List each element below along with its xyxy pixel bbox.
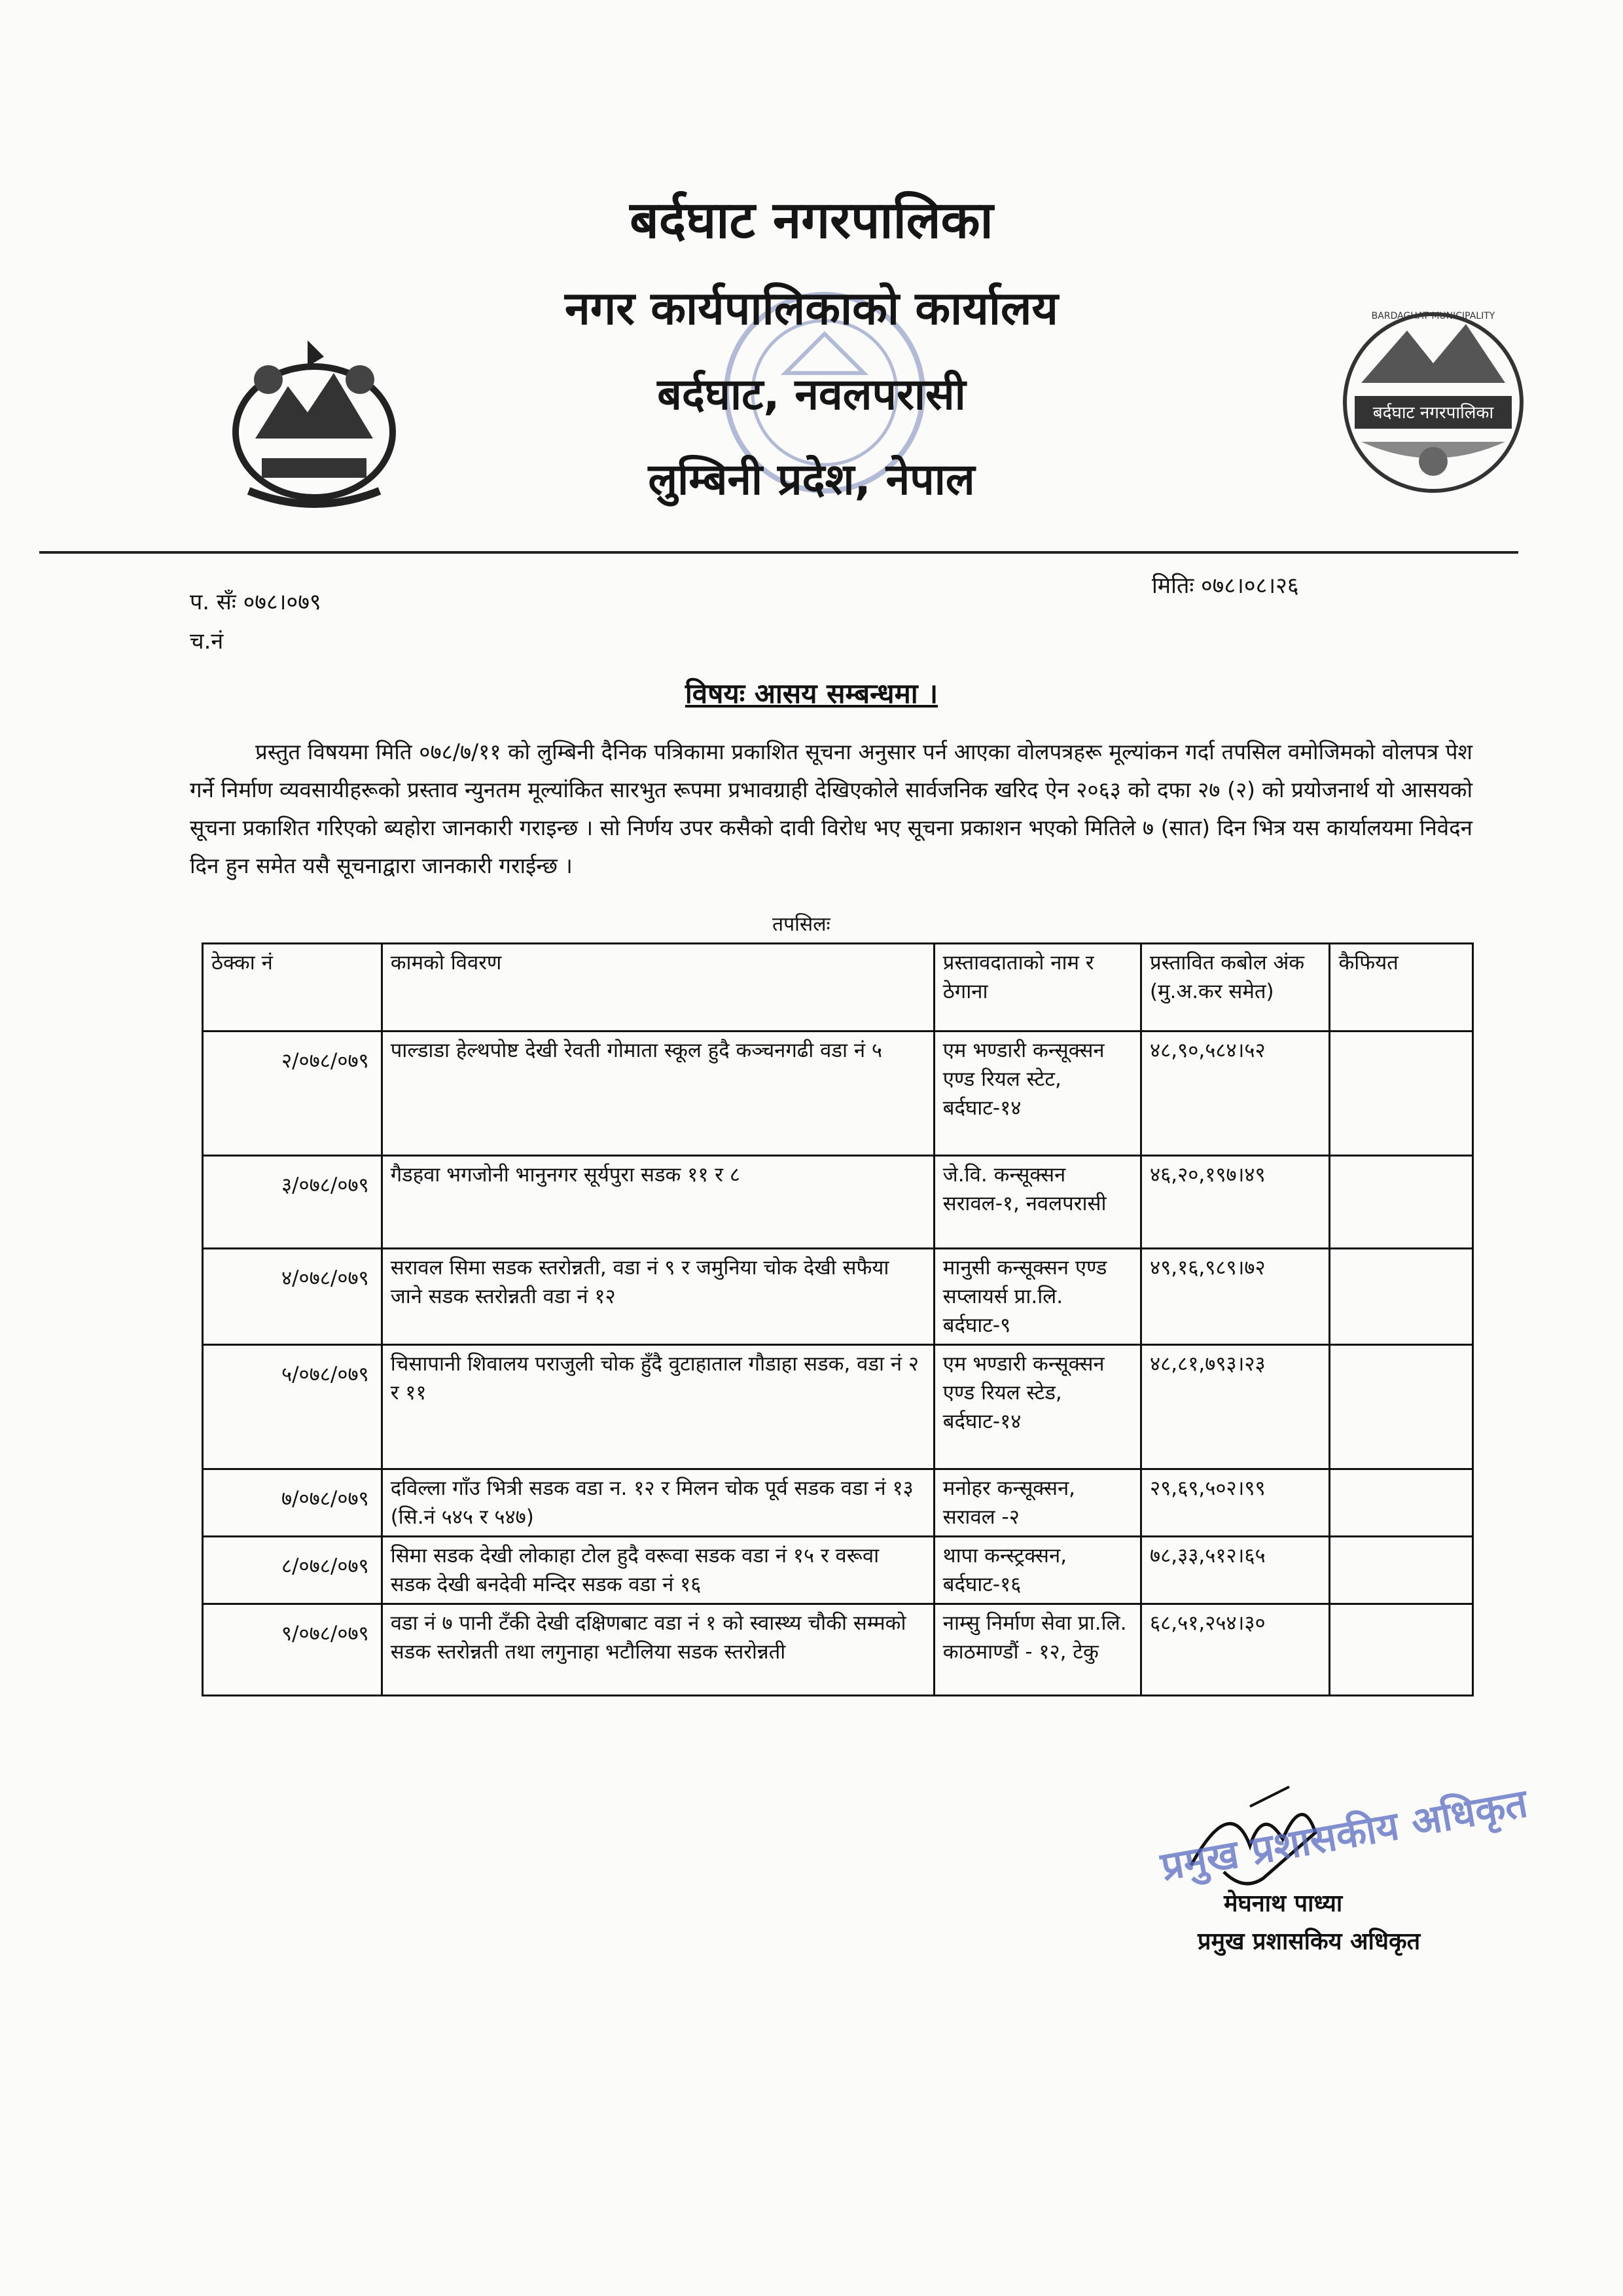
remarks (1330, 1345, 1473, 1469)
bidder: एम भण्डारी कन्सूक्सन एण्ड रियल स्टेड, बर्दघाट-१४ (934, 1345, 1141, 1469)
bidder: मनोहर कन्सूक्सन, सरावल -२ (934, 1469, 1141, 1537)
work-description: सिमा सडक देखी लोकाहा टोल हुदै वरूवा सडक वडा नं १५ र वरूवा सडक देखी बनदेवी मन्दिर सडक वडा नं १६ (382, 1537, 934, 1604)
table-row (203, 1345, 1473, 1469)
work-description: गैडहवा भगजोनी भानुनगर सूर्यपुरा सडक ११ र ८ (382, 1156, 934, 1249)
work-description: वडा नं ७ पानी टँकी देखी दक्षिणबाट वडा नं १ को स्वास्थ्य चौकी सम्मको सडक स्तरोन्नती तथा लगुनाहा भटौलिया सडक स्तरोन्नती (382, 1604, 934, 1696)
letter-date: मितिः ०७८।०८।२६ (1152, 573, 1299, 599)
subject-line (0, 674, 1623, 711)
reference-number: प. सँः ०७८।०७९ (190, 589, 321, 615)
municipality-name: बर्दघाट नगरपालिका (630, 191, 993, 250)
remarks (1330, 1469, 1473, 1537)
work-description: सरावल सिमा सडक स्तरोन्नती, वडा नं ९ र जमुनिया चोक देखी सफैया जाने सडक स्तरोन्नती वडा नं १२ (382, 1249, 934, 1345)
header-divider (39, 551, 1518, 554)
bid-amount: ४६,२०,१९७।४९ (1141, 1156, 1330, 1249)
contract-no: ९/०७८/०७९ (203, 1604, 382, 1696)
table-row (203, 1156, 1473, 1249)
work-description: पाल्डाडा हेल्थपोष्ट देखी रेवती गोमाता स्कूल हुदै कञ्चनगढी वडा नं ५ (382, 1031, 934, 1156)
notice-body: प्रस्तुत विषयमा मिति ०७८/७/११ को लुम्बिनी दैनिक पत्रिकामा प्रकाशित सूचना अनुसार पर्न आएका वोलपत्रहरू मूल्यांकन गर्दा तपसिल वमोजिमको वोलपत्र पेश गर्ने निर्माण व्यवसायीहरूको प्रस्ताव न्युनतम मूल्यांकित सारभुत रूपमा प्रभावग्राही देखिएकोले सार्वजनिक खरिद ऐन २०६३ को दफा २७ (२) को प्रयोजनार्थ यो आसयको सूचना प्रकाशित गरिएको ब्यहोरा जानकारी गराइन्छ । सो निर्णय उपर कसैको दावी विरोध भए सूचना प्रकाशन भएकोे मितिले ७ (सात) दिन भित्र यस कार्यालयमा निवेदन दिन हुन समेत यसै सूचनाद्वारा जानकारी गराईन्छ । (190, 739, 1472, 878)
table-row (203, 1537, 1473, 1604)
province-country: लुम्बिनी प्रदेश, नेपाल (648, 454, 975, 505)
remarks (1330, 1156, 1473, 1249)
remarks (1330, 1537, 1473, 1604)
header-contract-no: ठेक्का नं (203, 944, 382, 1031)
bid-amount: ६८,५१,२५४।३० (1141, 1604, 1330, 1696)
table-row (203, 1604, 1473, 1696)
tender-table (202, 942, 1474, 1696)
contract-no: ७/०७८/०७९ (203, 1469, 382, 1537)
bidder: एम भण्डारी कन्सूक्सन एण्ड रियल स्टेट, बर्दघाट-१४ (934, 1031, 1141, 1156)
bid-amount: ४९,१६,९८९।७२ (1141, 1249, 1330, 1345)
bardaghat-municipality-logo-icon (1335, 304, 1531, 514)
subject-text: विषयः आसय सम्बन्धमा । (685, 677, 938, 709)
contract-no: ८/०७८/०७९ (203, 1537, 382, 1604)
officer-title: प्रमुख प्रशासकिय अधिकृत (1198, 1928, 1421, 1955)
header-remarks: कैफियत (1330, 944, 1473, 1031)
logo-arc-text: BARDAGHAT MUNICIPALITY (1371, 311, 1495, 321)
bid-amount: २९,६९,५०२।९९ (1141, 1469, 1330, 1537)
remarks (1330, 1031, 1473, 1156)
contract-no: ३/०७८/०७९ (203, 1156, 382, 1249)
dispatch-number: च.नं (190, 628, 224, 655)
work-description: दविल्ला गाँउ भित्री सडक वडा न. १२ र मिलन चोक पूर्व सडक वडा नं १३ (सि.नं ५४५ र ५४७) (382, 1469, 934, 1537)
bidder: जे.वि. कन्सूक्सन सरावल-१, नवलपरासी (934, 1156, 1141, 1249)
office-name: नगर कार्यपालिकाको कार्यालय (564, 281, 1059, 335)
officer-stamp: प्रमुख प्रशासकीय अधिकृत (1157, 1780, 1531, 1890)
work-description: चिसापानी शिवालय पराजुली चोक हुँदै वुटाहाताल गौडाहा सडक, वडा नं २ र ११ (382, 1345, 934, 1469)
bid-amount: ७८,३३,५१२।६५ (1141, 1537, 1330, 1604)
table-row (203, 1469, 1473, 1537)
logo-text: बर्दघाट नगरपालिका (1372, 403, 1494, 423)
bidder: थापा कन्स्ट्रक्सन, बर्दघाट-१६ (934, 1537, 1141, 1604)
contract-no: ५/०७८/०७९ (203, 1345, 382, 1469)
header-work-description: कामको विवरण (382, 944, 934, 1031)
remarks (1330, 1249, 1473, 1345)
bid-amount: ४८,८१,७९३।२३ (1141, 1345, 1330, 1469)
table-row (203, 1031, 1473, 1156)
table-row (203, 1249, 1473, 1345)
contract-no: ४/०७८/०७९ (203, 1249, 382, 1345)
bidder: मानुसी कन्सूक्सन एण्ड सप्लायर्स प्रा.लि. बर्दघाट-९ (934, 1249, 1141, 1345)
office-location: बर्दघाट, नवलपरासी (657, 369, 966, 420)
table-header-row (203, 944, 1473, 1031)
remarks (1330, 1604, 1473, 1696)
bidder: नाम्सु निर्माण सेवा प्रा.लि. काठमाण्डौं - १२, टेकु (934, 1604, 1141, 1696)
header-bidder: प्रस्तावदाताको नाम र ठेगाना (934, 944, 1141, 1031)
table-caption: तपसिलः (772, 913, 830, 936)
contract-no: २/०७८/०७९ (203, 1031, 382, 1156)
officer-name: मेघनाथ पाध्या (1224, 1890, 1343, 1917)
header-bid-amount: प्रस्तावित कबोल अंक (मु.अ.कर समेत) (1141, 944, 1330, 1031)
bid-amount: ४८,९०,५८४।५२ (1141, 1031, 1330, 1156)
